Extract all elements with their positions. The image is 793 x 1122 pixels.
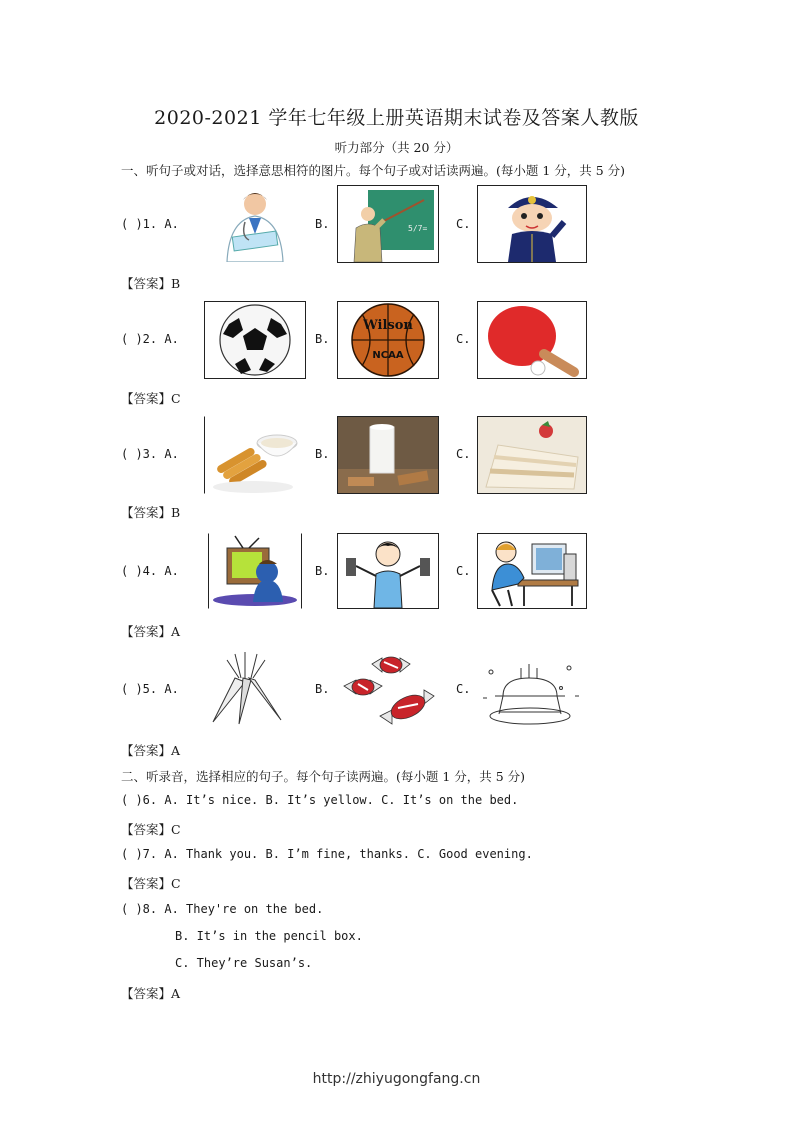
q2-option-c-label: C. bbox=[456, 332, 471, 346]
soccer-ball-icon bbox=[204, 301, 306, 379]
fried-dough-sticks-icon bbox=[204, 416, 302, 494]
q2-option-b-label: B. bbox=[315, 332, 330, 346]
q6-answer: 【答案】C bbox=[121, 822, 181, 837]
birthday-cake-icon bbox=[480, 651, 580, 729]
q4-answer: 【答案】A bbox=[121, 624, 181, 639]
q3-label: ( )3. A. bbox=[121, 447, 179, 461]
section-1-instructions: 一、听句子或对话，选择意思相符的图片。每个句子或对话读两遍。(每小题 1 分，共 5 分) bbox=[121, 163, 626, 178]
basketball-icon bbox=[337, 301, 439, 379]
q8-answer: 【答案】A bbox=[121, 986, 181, 1001]
q5-option-b-label: B. bbox=[315, 682, 330, 696]
q6-line: ( )6. A. It’s nice. B. It’s yellow. C. It’s on the bed. bbox=[121, 793, 519, 807]
ping-pong-paddle-icon bbox=[477, 301, 587, 379]
ncaa-brand-text: NCAA bbox=[372, 350, 404, 361]
q1-option-c-label: C. bbox=[456, 217, 471, 231]
svg-text:5/7=: 5/7= bbox=[408, 224, 428, 233]
q2-answer: 【答案】C bbox=[121, 391, 181, 406]
q4-option-c-label: C. bbox=[456, 564, 471, 578]
boy-exercising-icon bbox=[337, 533, 439, 609]
q5-label: ( )5. A. bbox=[121, 682, 179, 696]
section-2-instructions: 二、听录音，选择相应的句子。每个句子读两遍。(每小题 1 分，共 5 分) bbox=[121, 769, 526, 784]
q3-option-b-label: B. bbox=[315, 447, 330, 461]
q8-line: ( )8. A. They're on the bed. bbox=[121, 902, 324, 916]
q5-answer: 【答案】A bbox=[121, 743, 181, 758]
q8-option-b: B. It’s in the pencil box. bbox=[175, 929, 363, 943]
q7-answer: 【答案】C bbox=[121, 876, 181, 891]
cake-slice-icon bbox=[477, 416, 587, 494]
q3-option-c-label: C. bbox=[456, 447, 471, 461]
q5-option-c-label: C. bbox=[456, 682, 471, 696]
q2-label: ( )2. A. bbox=[121, 332, 179, 346]
section-subtitle: 听力部分（共 20 分） bbox=[334, 140, 459, 155]
q1-label: ( )1. A. bbox=[121, 217, 179, 231]
q4-option-b-label: B. bbox=[315, 564, 330, 578]
wilson-brand-text: Wilson bbox=[363, 318, 413, 333]
candies-icon bbox=[337, 651, 445, 729]
q1-option-b-label: B. bbox=[315, 217, 330, 231]
page-title: 2020-2021 学年七年级上册英语期末试卷及答案人教版 bbox=[154, 107, 639, 129]
footer-url[interactable]: http://zhiyugongfang.cn bbox=[312, 1071, 481, 1087]
carrots-icon bbox=[204, 651, 290, 727]
police-icon bbox=[477, 185, 587, 263]
doctor-icon bbox=[204, 185, 306, 263]
q8-option-c: C. They’re Susan’s. bbox=[175, 956, 313, 970]
q3-answer: 【答案】B bbox=[121, 505, 181, 520]
q1-answer: 【答案】B bbox=[121, 276, 181, 291]
milk-glass-icon bbox=[337, 416, 439, 494]
teacher-icon bbox=[337, 185, 439, 263]
q7-line: ( )7. A. Thank you. B. I’m fine, thanks. C. Good evening. bbox=[121, 847, 533, 861]
q4-label: ( )4. A. bbox=[121, 564, 179, 578]
watching-tv-icon bbox=[208, 533, 302, 609]
boy-computer-icon bbox=[477, 533, 587, 609]
